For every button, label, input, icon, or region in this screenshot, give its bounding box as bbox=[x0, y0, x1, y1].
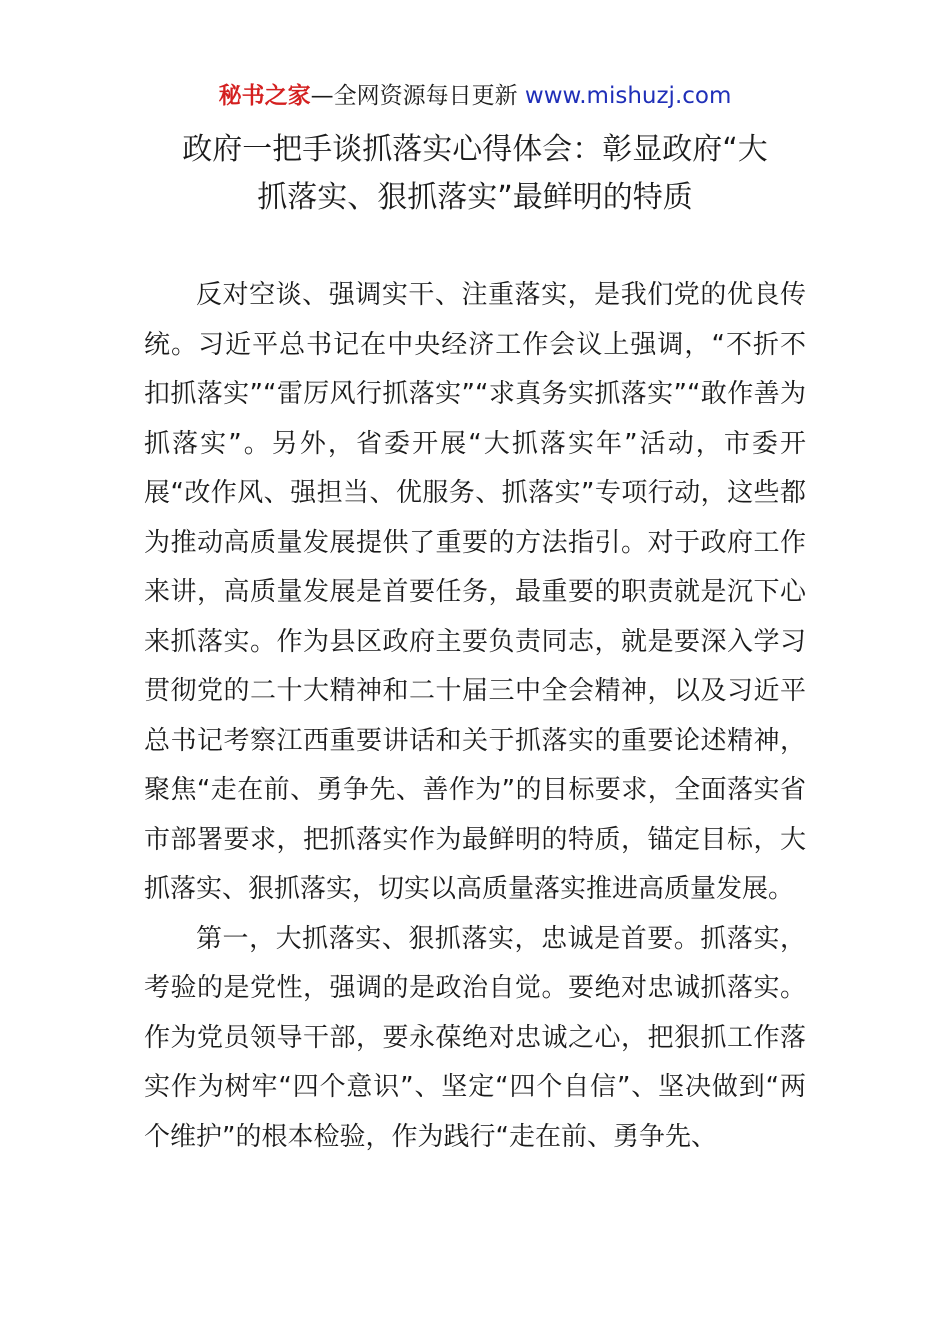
title-line-1: 政府一把手谈抓落实心得体会：彰显政府“大 bbox=[182, 132, 768, 167]
title-line-2: 抓落实、狠抓落实”最鲜明的特质 bbox=[257, 180, 693, 215]
paragraph-1: 反对空谈、强调实干、注重落实，是我们党的优良传统。习近平总书记在中央经济工作会议上强调，“不折不扣抓落实”“雷厉风行抓落实”“求真务实抓落实”“敢作善为抓落实”。另外，省委开展“大抓落实年”活动，市委开展“改作风、强担当、优服务、抓落实”专项行动，这些都为推动高质量发展提供了重要的方法指引。对于政府工作来讲，高质量发展是首要任务，最重要的职责就是沉下心来抓落实。作为县区政府主要负责同志，就是要深入学习贯彻党的二十大精神和二十届三中全会精神，以及习近平总书记考察江西重要讲话和关于抓落实的重要论述精神，聚焦“走在前、勇争先、善作为”的目标要求，全面落实省市部署要求，把抓落实作为最鲜明的特质，锚定目标，大抓落实、狠抓落实，切实以高质量落实推进高质量发展。 bbox=[144, 280, 806, 904]
site-name: 秘书之家 bbox=[218, 83, 311, 109]
site-header bbox=[0, 80, 950, 112]
document-title bbox=[140, 126, 810, 222]
paragraph-2: 第一，大抓落实、狠抓落实，忠诚是首要。抓落实，考验的是党性，强调的是政治自觉。要绝对忠诚抓落实。作为党员领导干部，要永葆绝对忠诚之心，把狠抓工作落实作为树牢“四个意识”、坚定“四个自信”、坚决做到“两个维护”的根本检验，作为践行“走在前、勇争先、 bbox=[144, 923, 806, 1152]
site-slogan: —全网资源每日更新 bbox=[310, 83, 518, 109]
document-body bbox=[144, 271, 806, 1162]
site-url-link[interactable]: www.mishuzj.com bbox=[524, 83, 732, 109]
